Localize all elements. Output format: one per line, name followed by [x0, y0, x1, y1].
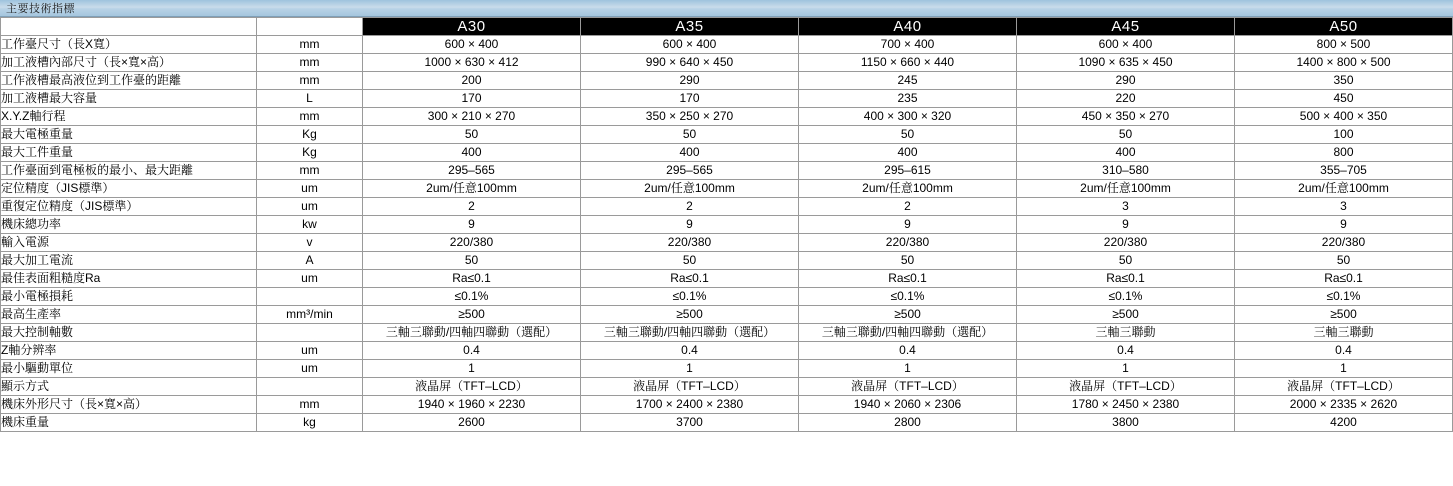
row-value: 800 [1235, 144, 1453, 162]
table-row [1, 252, 1453, 270]
row-value: 400 [1017, 144, 1235, 162]
table-row [1, 414, 1453, 432]
row-label: 工作臺面到電極板的最小、最大距離 [1, 162, 257, 180]
row-unit: mm³/min [257, 306, 363, 324]
row-value: 9 [581, 216, 799, 234]
row-value: 50 [363, 252, 581, 270]
table-row [1, 108, 1453, 126]
row-label: 機床外形尺寸（長×寬×高） [1, 396, 257, 414]
row-value: 50 [581, 126, 799, 144]
row-unit: v [257, 234, 363, 252]
row-value: 700 × 400 [799, 36, 1017, 54]
row-value: 9 [1017, 216, 1235, 234]
row-value: 200 [363, 72, 581, 90]
row-unit [257, 378, 363, 396]
table-row [1, 144, 1453, 162]
row-value: 450 × 350 × 270 [1017, 108, 1235, 126]
header-cell-model-a40: A40 [799, 18, 1017, 36]
row-value: 400 [363, 144, 581, 162]
table-row [1, 288, 1453, 306]
row-label: 重復定位精度（JIS標準） [1, 198, 257, 216]
row-label: 加工液槽內部尺寸（長×寬×高） [1, 54, 257, 72]
row-value: 290 [581, 72, 799, 90]
row-value: ≥500 [1235, 306, 1453, 324]
row-value: 1 [1017, 360, 1235, 378]
row-unit: Kg [257, 126, 363, 144]
header-cell-unit: 單 位 [257, 18, 363, 36]
row-label: 顯示方式 [1, 378, 257, 396]
row-label: 最小電極損耗 [1, 288, 257, 306]
row-value: 1 [1235, 360, 1453, 378]
row-value: 液晶屏（TFT–LCD） [799, 378, 1017, 396]
row-value: 2 [799, 198, 1017, 216]
row-value: ≥500 [1017, 306, 1235, 324]
row-unit: um [257, 198, 363, 216]
row-value: 1 [799, 360, 1017, 378]
row-unit: um [257, 342, 363, 360]
row-value: 50 [799, 252, 1017, 270]
row-value: 液晶屏（TFT–LCD） [1235, 378, 1453, 396]
table-row [1, 396, 1453, 414]
row-value: 170 [363, 90, 581, 108]
row-unit: mm [257, 54, 363, 72]
table-row [1, 54, 1453, 72]
row-value: 245 [799, 72, 1017, 90]
row-value: 50 [1017, 252, 1235, 270]
table-row [1, 306, 1453, 324]
row-value: ≤0.1% [363, 288, 581, 306]
row-value: 50 [581, 252, 799, 270]
row-value: 3800 [1017, 414, 1235, 432]
row-value: 0.4 [1235, 342, 1453, 360]
row-label: 最大加工電流 [1, 252, 257, 270]
row-value: 1090 × 635 × 450 [1017, 54, 1235, 72]
row-value: 220/380 [363, 234, 581, 252]
row-value: 1940 × 1960 × 2230 [363, 396, 581, 414]
row-label: 最高生產率 [1, 306, 257, 324]
header-cell-model-a35: A35 [581, 18, 799, 36]
table-row [1, 216, 1453, 234]
row-value: 2 [581, 198, 799, 216]
table-row [1, 342, 1453, 360]
row-value: 990 × 640 × 450 [581, 54, 799, 72]
row-value: 170 [581, 90, 799, 108]
row-value: ≥500 [363, 306, 581, 324]
row-value: ≤0.1% [1235, 288, 1453, 306]
table-row [1, 360, 1453, 378]
row-unit: um [257, 270, 363, 288]
row-value: 1150 × 660 × 440 [799, 54, 1017, 72]
row-label: 工作臺尺寸（長X寬） [1, 36, 257, 54]
row-label: 定位精度（JIS標準） [1, 180, 257, 198]
row-value: 3700 [581, 414, 799, 432]
row-label: 最大控制軸數 [1, 324, 257, 342]
row-value: 2um/任意100mm [1235, 180, 1453, 198]
row-value: Ra≤0.1 [581, 270, 799, 288]
row-value: 4200 [1235, 414, 1453, 432]
row-value: 2um/任意100mm [581, 180, 799, 198]
row-value: 三軸三聯動 [1235, 324, 1453, 342]
row-unit: mm [257, 36, 363, 54]
row-value: 2800 [799, 414, 1017, 432]
row-unit: kw [257, 216, 363, 234]
row-value: 1400 × 800 × 500 [1235, 54, 1453, 72]
row-value: 三軸三聯動 [1017, 324, 1235, 342]
row-value: 9 [799, 216, 1017, 234]
header-cell-model-a30: A30 [363, 18, 581, 36]
row-value: 355–705 [1235, 162, 1453, 180]
row-unit [257, 324, 363, 342]
row-value: 9 [363, 216, 581, 234]
row-value: 液晶屏（TFT–LCD） [363, 378, 581, 396]
row-value: 三軸三聯動/四軸四聯動（選配） [799, 324, 1017, 342]
row-unit: Kg [257, 144, 363, 162]
row-value: 50 [363, 126, 581, 144]
row-value: 50 [1017, 126, 1235, 144]
row-value: 295–565 [581, 162, 799, 180]
row-value: 1700 × 2400 × 2380 [581, 396, 799, 414]
row-value: ≥500 [581, 306, 799, 324]
row-label: 最佳表面粗糙度Ra [1, 270, 257, 288]
row-value: 液晶屏（TFT–LCD） [581, 378, 799, 396]
row-value: 1940 × 2060 × 2306 [799, 396, 1017, 414]
specification-table [0, 17, 1453, 432]
table-row [1, 198, 1453, 216]
row-value: Ra≤0.1 [799, 270, 1017, 288]
row-value: 2000 × 2335 × 2620 [1235, 396, 1453, 414]
row-value: 300 × 210 × 270 [363, 108, 581, 126]
row-value: 50 [799, 126, 1017, 144]
row-value: ≤0.1% [799, 288, 1017, 306]
row-value: 2600 [363, 414, 581, 432]
row-label: 工作液槽最高液位到工作臺的距離 [1, 72, 257, 90]
table-row [1, 234, 1453, 252]
row-label: 最大工件重量 [1, 144, 257, 162]
row-value: ≤0.1% [581, 288, 799, 306]
row-value: 310–580 [1017, 162, 1235, 180]
row-value: 400 × 300 × 320 [799, 108, 1017, 126]
row-value: 235 [799, 90, 1017, 108]
row-value: 220/380 [799, 234, 1017, 252]
row-value: 0.4 [581, 342, 799, 360]
row-label: Z軸分辨率 [1, 342, 257, 360]
row-value: 600 × 400 [581, 36, 799, 54]
row-value: 220/380 [581, 234, 799, 252]
table-header-row [1, 18, 1453, 36]
row-unit: kg [257, 414, 363, 432]
row-value: 350 × 250 × 270 [581, 108, 799, 126]
table-body [1, 18, 1453, 432]
row-value: 800 × 500 [1235, 36, 1453, 54]
row-value: 液晶屏（TFT–LCD） [1017, 378, 1235, 396]
row-value: 2um/任意100mm [363, 180, 581, 198]
row-unit: um [257, 180, 363, 198]
window-title: 主要技術指標 [6, 3, 75, 15]
row-value: 1 [363, 360, 581, 378]
row-unit: mm [257, 396, 363, 414]
row-value: Ra≤0.1 [363, 270, 581, 288]
row-label: X.Y.Z軸行程 [1, 108, 257, 126]
row-value: 2 [363, 198, 581, 216]
table-row [1, 378, 1453, 396]
row-value: 220 [1017, 90, 1235, 108]
row-value: 3 [1235, 198, 1453, 216]
row-label: 輸入電源 [1, 234, 257, 252]
row-value: Ra≤0.1 [1017, 270, 1235, 288]
row-value: 0.4 [799, 342, 1017, 360]
table-row [1, 270, 1453, 288]
table-row [1, 324, 1453, 342]
table-row [1, 126, 1453, 144]
row-label: 機床重量 [1, 414, 257, 432]
row-value: 2um/任意100mm [1017, 180, 1235, 198]
row-unit: um [257, 360, 363, 378]
table-row [1, 36, 1453, 54]
row-value: 600 × 400 [1017, 36, 1235, 54]
row-unit: A [257, 252, 363, 270]
row-value: 1 [581, 360, 799, 378]
row-value: 2um/任意100mm [799, 180, 1017, 198]
row-value: 450 [1235, 90, 1453, 108]
header-cell-model-a45: A45 [1017, 18, 1235, 36]
row-unit: mm [257, 72, 363, 90]
row-value: 三軸三聯動/四軸四聯動（選配） [581, 324, 799, 342]
row-value: 500 × 400 × 350 [1235, 108, 1453, 126]
row-value: 220/380 [1017, 234, 1235, 252]
row-unit: mm [257, 162, 363, 180]
row-label: 最大電極重量 [1, 126, 257, 144]
row-value: ≤0.1% [1017, 288, 1235, 306]
row-value: 3 [1017, 198, 1235, 216]
row-value: 220/380 [1235, 234, 1453, 252]
row-value: 290 [1017, 72, 1235, 90]
row-label: 最小驅動單位 [1, 360, 257, 378]
row-value: 1780 × 2450 × 2380 [1017, 396, 1235, 414]
row-value: ≥500 [799, 306, 1017, 324]
row-value: 0.4 [1017, 342, 1235, 360]
row-label: 機床總功率 [1, 216, 257, 234]
row-value: Ra≤0.1 [1235, 270, 1453, 288]
row-value: 100 [1235, 126, 1453, 144]
row-label: 加工液槽最大容量 [1, 90, 257, 108]
row-value: 400 [799, 144, 1017, 162]
header-cell-model-a50: A50 [1235, 18, 1453, 36]
table-row [1, 72, 1453, 90]
row-value: 350 [1235, 72, 1453, 90]
row-value: 9 [1235, 216, 1453, 234]
row-value: 三軸三聯動/四軸四聯動（選配） [363, 324, 581, 342]
row-value: 295–565 [363, 162, 581, 180]
header-cell-name: 名 稱 [1, 18, 257, 36]
row-value: 295–615 [799, 162, 1017, 180]
window-title-bar [0, 0, 1453, 17]
row-value: 50 [1235, 252, 1453, 270]
row-value: 1000 × 630 × 412 [363, 54, 581, 72]
row-unit: mm [257, 108, 363, 126]
row-value: 400 [581, 144, 799, 162]
table-row [1, 90, 1453, 108]
row-unit: L [257, 90, 363, 108]
table-row [1, 180, 1453, 198]
row-value: 600 × 400 [363, 36, 581, 54]
row-unit [257, 288, 363, 306]
row-value: 0.4 [363, 342, 581, 360]
table-row [1, 162, 1453, 180]
